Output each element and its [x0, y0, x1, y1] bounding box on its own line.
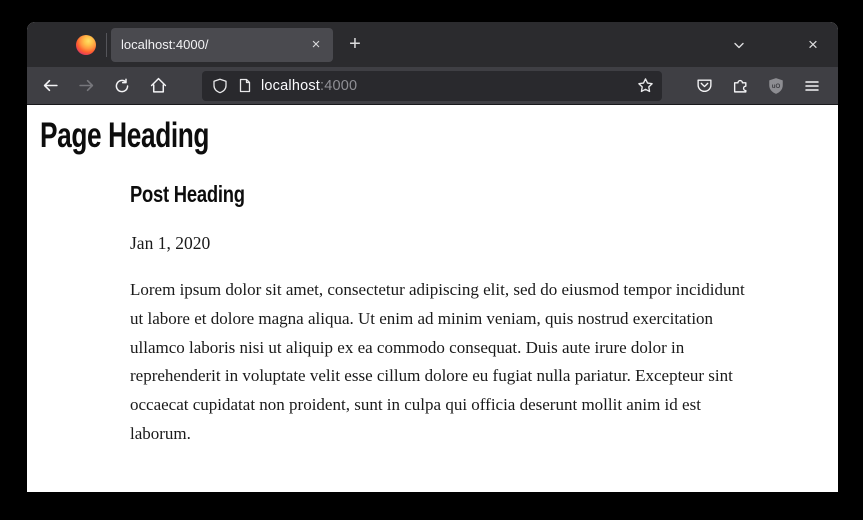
post-body: Lorem ipsum dolor sit amet, consectetur adipiscing elit, sed do eiusmod tempor incididunt ut labore et dolore magna aliqua. Ut enim ad minim veniam, quis nostrud exercitation ullamco laboris nisi ut aliquip ex ea commodo consequat. Duis aute irure dolor in reprehenderit in voluptate velit esse cillum dolore eu fugiat nulla pariatur. Excepteur sint occaecat cupidatat non proident, sunt in culpa qui officia deserunt mollit anim id est laborum.	[130, 280, 745, 443]
page-content	[27, 105, 838, 492]
ublock-origin-button[interactable]	[760, 71, 792, 101]
extensions-button[interactable]	[724, 71, 756, 101]
ublock-shield-icon	[767, 77, 785, 95]
puzzle-piece-icon	[732, 77, 749, 94]
forward-button[interactable]	[70, 71, 102, 101]
home-icon	[150, 77, 167, 94]
url-port: :4000	[320, 77, 358, 94]
page-title: Page Heading	[40, 116, 210, 155]
tab-title: localhost:4000/	[121, 37, 209, 52]
reload-icon	[114, 78, 130, 94]
post-title: Post Heading	[130, 181, 245, 207]
chevron-down-icon	[732, 38, 746, 52]
browser-window	[27, 22, 838, 492]
ublock-badge-label: uO	[771, 82, 781, 90]
url-text	[261, 78, 357, 94]
tracking-protection-shield-icon[interactable]	[212, 78, 228, 94]
tab-localhost[interactable]	[111, 28, 333, 62]
forward-arrow-icon	[78, 77, 95, 94]
url-host: localhost	[261, 77, 321, 94]
reload-button[interactable]	[106, 71, 138, 101]
tab-bar	[27, 22, 838, 67]
url-bar[interactable]	[202, 71, 662, 101]
pocket-icon	[696, 77, 713, 94]
navigation-toolbar	[27, 67, 838, 105]
window-close-button[interactable]: ×	[808, 34, 818, 54]
new-tab-button[interactable]: +	[349, 33, 361, 55]
bookmark-star-icon[interactable]	[637, 77, 654, 94]
tab-close-icon[interactable]: ×	[311, 36, 321, 53]
back-button[interactable]	[34, 71, 66, 101]
menu-button[interactable]	[796, 71, 828, 101]
page-info-icon[interactable]	[238, 78, 252, 93]
home-button[interactable]	[142, 71, 174, 101]
tab-list-chevron-button[interactable]	[724, 30, 754, 60]
post-date: Jan 1, 2020	[130, 233, 211, 253]
back-arrow-icon	[42, 77, 59, 94]
tab-separator	[106, 33, 107, 57]
hamburger-menu-icon	[804, 78, 820, 94]
firefox-logo-icon	[76, 35, 96, 55]
post-article	[130, 180, 748, 449]
pocket-button[interactable]	[688, 71, 720, 101]
